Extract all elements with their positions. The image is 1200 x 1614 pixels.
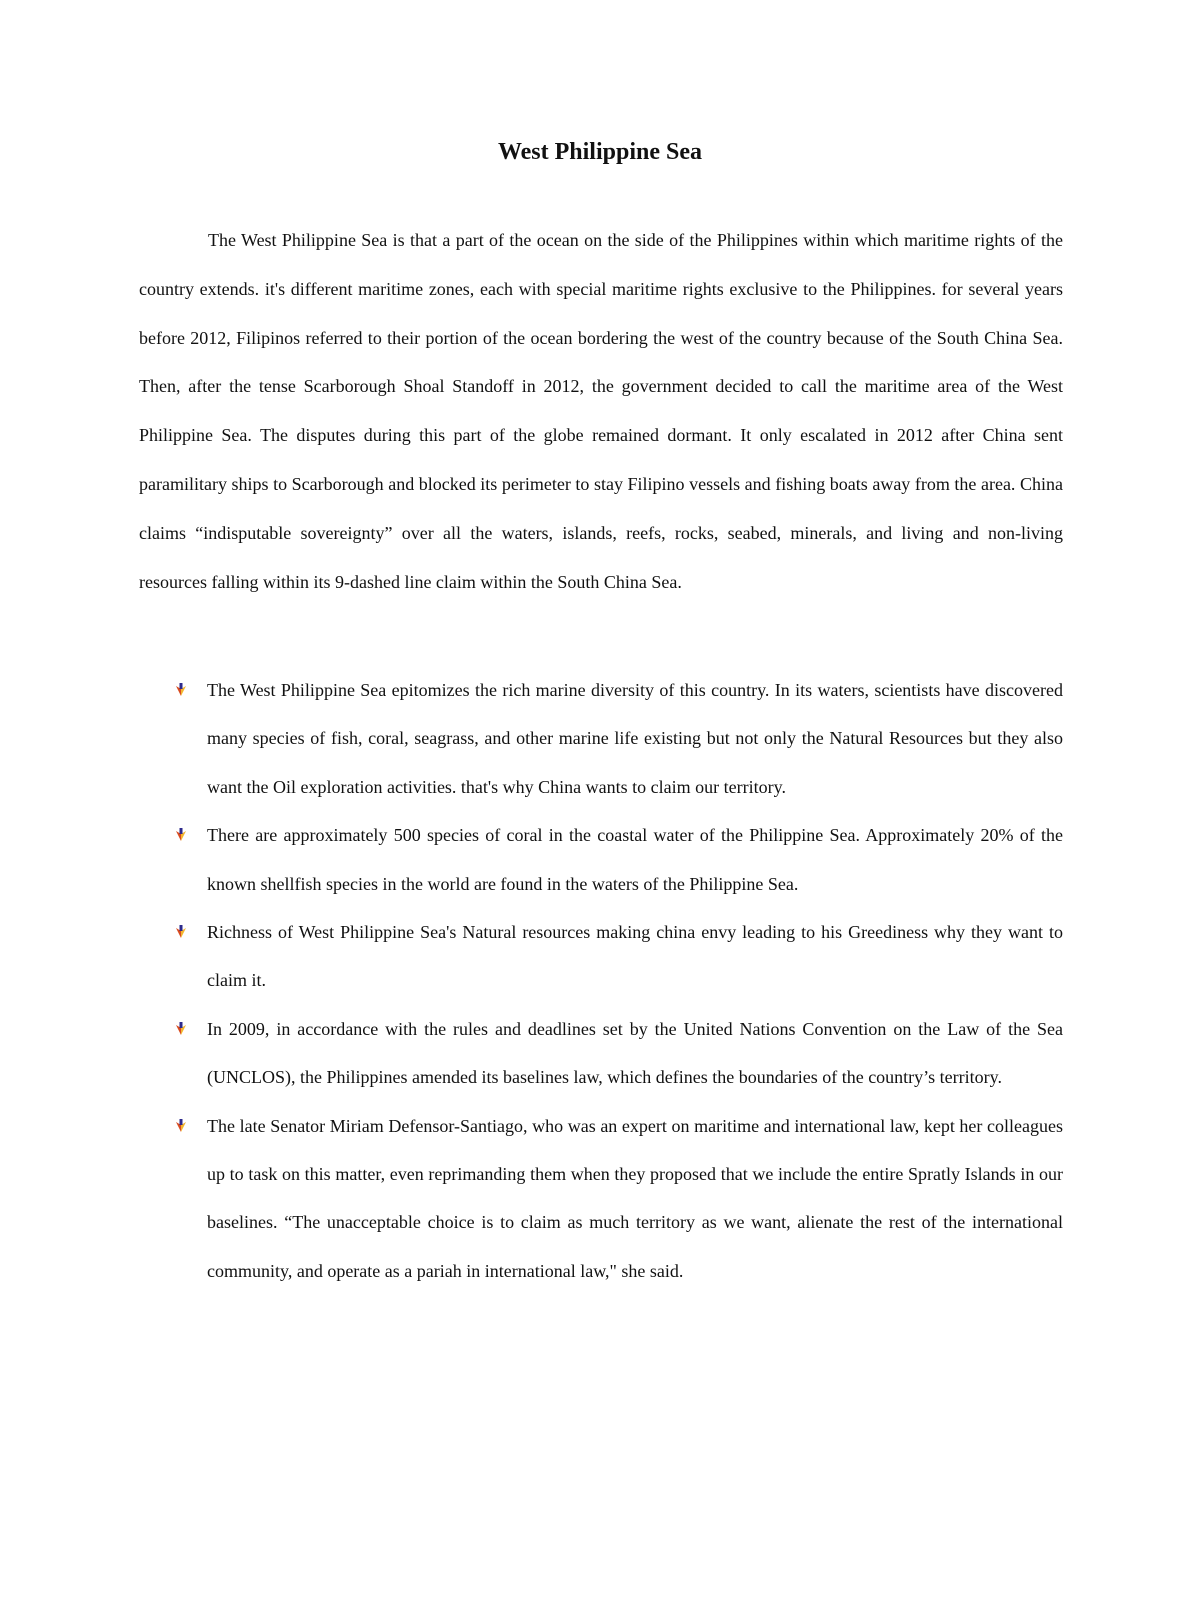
document-title: West Philippine Sea: [497, 139, 703, 165]
arrow-down-bullet-icon: [174, 925, 188, 939]
arrow-down-bullet-icon: [174, 828, 188, 842]
bullet-item: [174, 1005, 1063, 1102]
bullet-text: In 2009, in accordance with the rules and deadlines set by the United Nations Convention on the Law of the Sea (UNCLOS), the Philippines amended its baselines law, which defines the boundaries of the country’s territory.: [207, 1018, 1063, 1088]
bullet-item: [174, 666, 1063, 811]
bullet-item: [174, 908, 1063, 1005]
bullet-item: [174, 1102, 1063, 1296]
bullet-text: Richness of West Philippine Sea's Natural resources making china envy leading to his Greediness why they want to claim it.: [207, 922, 1063, 991]
bullet-list: [174, 666, 1063, 1295]
arrow-down-bullet-icon: [174, 683, 188, 697]
intro-paragraph: The West Philippine Sea is that a part of the ocean on the side of the Philippines within which maritime rights of the country extends. it's different maritime zones, each with special maritime rights exclusive to the Philippines. for several years before 2012, Filipinos referred to their portion of the ocean bordering the west of the country because of the South China Sea. Then, after the tense Scarborough Shoal Standoff in 2012, the government decided to call the maritime area of the West Philippine Sea. The disputes during this part of the globe remained dormant. It only escalated in 2012 after China sent paramilitary ships to Scarborough and blocked its perimeter to stay Filipino vessels and fishing boats away from the area. China claims “indisputable sovereignty” over all the waters, islands, reefs, rocks, seabed, minerals, and living and non-living resources falling within its 9-dashed line claim within the South China Sea.: [139, 230, 1063, 592]
bullet-text: The late Senator Miriam Defensor-Santiago, who was an expert on maritime and international law, kept her colleagues up to task on this matter, even reprimanding them when they proposed that we include the entire Spratly Islands in our baselines. “The unacceptable choice is to claim as much territory as we want, alienate the rest of the international community, and operate as a pariah in international law," she said.: [207, 1115, 1063, 1281]
bullet-text: There are approximately 500 species of coral in the coastal water of the Philippine Sea. Approximately 20% of the known shellfish species in the world are found in the waters of the Philippine Sea.: [207, 825, 1063, 894]
arrow-down-bullet-icon: [174, 1119, 188, 1133]
arrow-down-bullet-icon: [174, 1022, 188, 1036]
bullet-item: [174, 811, 1063, 908]
bullet-text: The West Philippine Sea epitomizes the rich marine diversity of this country. In its waters, scientists have discovered many species of fish, coral, seagrass, and other marine life existing but not only the Natural Resources but they also want the Oil exploration activities. that's why China wants to claim our territory.: [207, 680, 1063, 797]
